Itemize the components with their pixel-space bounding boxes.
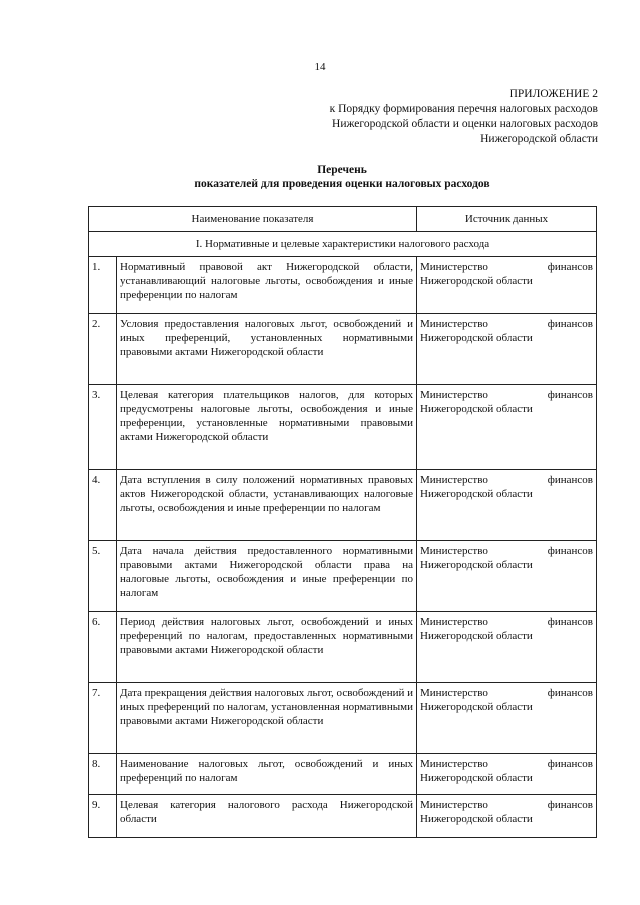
row-number: 6. [89, 612, 117, 683]
table-row [89, 754, 597, 795]
document-title-line-2: показателей для проведения оценки налоговых расходов [194, 178, 490, 190]
appendix-reference-line-1: к Порядку формирования перечня налоговых расходов [329, 103, 598, 115]
appendix-reference-line-2: Нижегородской области и оценки налоговых расходов [332, 118, 598, 130]
indicator-name: Целевая категория плательщиков налогов, для которых предусмотрены налоговые льготы, освобождения и иные преференции, установленные нормативными правовыми актами Нижегородской области [117, 385, 417, 470]
data-source: Министерство финансов Нижегородской области [417, 385, 597, 470]
indicator-name: Условия предоставления налоговых льгот, освобождений и иных преференций, установленных нормативными правовыми актами Нижегородской области [117, 314, 417, 385]
indicators-table [88, 206, 597, 838]
table-row [89, 541, 597, 612]
data-source: Министерство финансов Нижегородской области [417, 541, 597, 612]
appendix-header [330, 87, 598, 147]
table-row [89, 795, 597, 838]
data-source: Министерство финансов Нижегородской области [417, 612, 597, 683]
row-number: 8. [89, 754, 117, 795]
row-number: 3. [89, 385, 117, 470]
data-source: Министерство финансов Нижегородской области [417, 795, 597, 838]
indicator-name: Период действия налоговых льгот, освобождений и иных преференций по налогам, предоставленных нормативными правовыми актами Нижегородской области [117, 612, 417, 683]
appendix-label: ПРИЛОЖЕНИЕ 2 [509, 88, 598, 100]
data-source: Министерство финансов Нижегородской области [417, 257, 597, 314]
indicator-name: Дата вступления в силу положений нормативных правовых актов Нижегородской области, устанавливающих налоговые льготы, освобождения и иные преференции по налогам [117, 470, 417, 541]
table-row [89, 470, 597, 541]
header-indicator-name: Наименование показателя [89, 207, 417, 232]
indicator-name: Дата начала действия предоставленного нормативными правовыми актами Нижегородской области права на налоговые льготы, освобождения и иные преференции по налогам [117, 541, 417, 612]
indicator-name: Целевая категория налогового расхода Нижегородской области [117, 795, 417, 838]
data-source: Министерство финансов Нижегородской области [417, 683, 597, 754]
indicator-name: Наименование налоговых льгот, освобождений и иных преференций по налогам [117, 754, 417, 795]
row-number: 9. [89, 795, 117, 838]
table-row [89, 257, 597, 314]
table-row [89, 385, 597, 470]
table-row [89, 314, 597, 385]
appendix-reference-line-3: Нижегородской области [480, 133, 598, 145]
document-title-line-1: Перечень [317, 164, 367, 176]
row-number: 5. [89, 541, 117, 612]
data-source: Министерство финансов Нижегородской области [417, 314, 597, 385]
header-data-source: Источник данных [417, 207, 597, 232]
section-row [89, 232, 597, 257]
page-number: 14 [314, 61, 326, 73]
table-header-row [89, 207, 597, 232]
row-number: 1. [89, 257, 117, 314]
row-number: 7. [89, 683, 117, 754]
data-source: Министерство финансов Нижегородской области [417, 470, 597, 541]
table-row [89, 683, 597, 754]
row-number: 2. [89, 314, 117, 385]
section-title: I. Нормативные и целевые характеристики налогового расхода [89, 232, 597, 257]
indicator-name: Нормативный правовой акт Нижегородской области, устанавливающий налоговые льготы, освобождения и иные преференции по налогам [117, 257, 417, 314]
indicator-name: Дата прекращения действия налоговых льгот, освобождений и иных преференций по налогам, установленная нормативными правовыми актами Нижегородской области [117, 683, 417, 754]
row-number: 4. [89, 470, 117, 541]
document-title [88, 163, 596, 191]
table-row [89, 612, 597, 683]
data-source: Министерство финансов Нижегородской области [417, 754, 597, 795]
